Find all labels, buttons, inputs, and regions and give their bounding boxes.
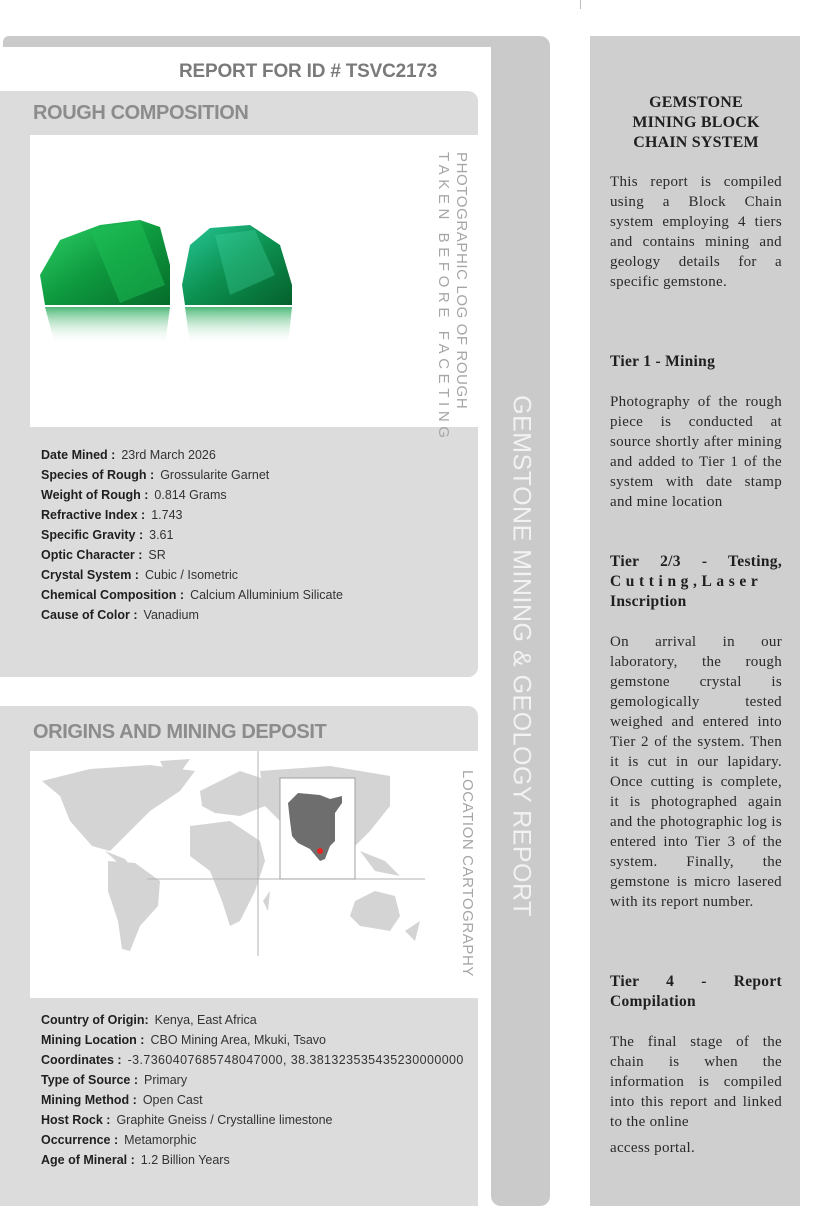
sidebar-title-line3: CHAIN SYSTEM <box>633 134 759 151</box>
rough-properties-list <box>41 445 343 625</box>
prop-specific-gravity <box>41 525 343 545</box>
sidebar-title-line2: MINING BLOCK <box>632 114 760 131</box>
vertical-title-wrap <box>491 36 550 1206</box>
rough-composition-panel <box>0 91 478 677</box>
gem-crystals-icon <box>30 135 478 427</box>
prop-chemical-composition <box>41 585 343 605</box>
prop-value: CBO Mining Area, Mkuki, Tsavo <box>150 1033 326 1047</box>
prop-age <box>41 1150 464 1170</box>
prop-label: Chemical Composition : <box>41 588 185 602</box>
prop-label: Host Rock : <box>41 1113 111 1127</box>
prop-value: Metamorphic <box>124 1133 197 1147</box>
prop-value: 1.2 Billion Years <box>140 1153 230 1167</box>
sidebar-intro: This report is compiled using a Block Chain system employing 4 tiers and contains mining and geology details for a specific gemstone. <box>610 174 782 290</box>
blockchain-sidebar <box>590 36 800 1206</box>
prop-value: Cubic / Isometric <box>144 568 239 582</box>
prop-occurrence <box>41 1130 464 1150</box>
prop-value: 3.61 <box>149 528 174 542</box>
prop-label: Crystal System : <box>41 568 139 582</box>
prop-cause-of-color <box>41 605 343 625</box>
prop-label: Age of Mineral : <box>41 1153 135 1167</box>
prop-country <box>41 1010 464 1030</box>
prop-label: Weight of Rough : <box>41 488 149 502</box>
tier4-text-last: access portal. <box>610 1140 695 1156</box>
tier4-text-body: The final stage of the chain is when the information is compiled into this report and linked to the online <box>610 1034 782 1130</box>
prop-label: Mining Method : <box>41 1093 137 1107</box>
prop-date-mined <box>41 445 343 465</box>
prop-label: Optic Character : <box>41 548 143 562</box>
prop-value: Primary <box>144 1073 188 1087</box>
prop-value: Graphite Gneiss / Crystalline limestone <box>116 1113 333 1127</box>
photo-caption <box>434 152 470 443</box>
rough-photo <box>30 135 478 427</box>
prop-value: Calcium Alluminium Silicate <box>190 588 343 602</box>
prop-label: Type of Source : <box>41 1073 139 1087</box>
prop-label: Species of Rough : <box>41 468 155 482</box>
prop-coordinates <box>41 1050 464 1070</box>
prop-value: 23rd March 2026 <box>121 448 216 462</box>
prop-value: Open Cast <box>142 1093 203 1107</box>
prop-label: Cause of Color : <box>41 608 138 622</box>
tier1-text: Photography of the rough piece is conducted at source shortly after mining and added to Tier 1 of the system with date stamp and mine location <box>610 394 782 510</box>
prop-label: Mining Location : <box>41 1033 145 1047</box>
prop-label: Country of Origin: <box>41 1013 149 1027</box>
tier23-text: On arrival in our laboratory, the rough gemstone crystal is gemologically tested weighed and entered into Tier 2 of the system. Then it is cut in our lapidary. Once cutting is complete, it is photographed again and the photographic log is entered into Tier 3 of the system. Finally, the gemstone is micro lasered with its report number. <box>610 634 782 910</box>
origin-properties-list <box>41 1010 464 1170</box>
tier4-text <box>610 1032 782 1158</box>
prop-host-rock <box>41 1110 464 1130</box>
prop-mining-location <box>41 1030 464 1050</box>
prop-value: Kenya, East Africa <box>154 1013 257 1027</box>
tier23-heading-line1: Tier 2/3 - Testing, <box>610 553 782 570</box>
world-map <box>30 751 478 998</box>
top-divider-tick <box>580 0 581 9</box>
location-marker-icon <box>317 848 323 854</box>
prop-value: -3.7360407685748047000, 38.381323535435230000000 <box>127 1053 464 1067</box>
map-caption: LOCATION CARTOGRAPHY <box>459 770 476 978</box>
prop-weight <box>41 485 343 505</box>
prop-value: Grossularite Garnet <box>160 468 270 482</box>
photo-caption-line1: PHOTOGRAPHIC LOG OF ROUGH <box>453 152 470 410</box>
tier23-heading-line3: Inscription <box>610 593 687 610</box>
tier23-heading <box>610 552 782 612</box>
sidebar-title <box>610 93 782 153</box>
header-bar <box>3 36 549 47</box>
prop-refractive-index <box>41 505 343 525</box>
origins-panel <box>0 706 478 1206</box>
prop-value: 0.814 Grams <box>154 488 227 502</box>
report-id-heading: REPORT FOR ID # TSVC2173 <box>179 61 438 82</box>
prop-mining-method <box>41 1090 464 1110</box>
prop-label: Coordinates : <box>41 1053 122 1067</box>
tier23-heading-line2: Cutting,Laser <box>610 573 763 590</box>
prop-value: Vanadium <box>143 608 199 622</box>
prop-label: Occurrence : <box>41 1133 119 1147</box>
prop-label: Date Mined : <box>41 448 116 462</box>
prop-value: SR <box>148 548 166 562</box>
origins-title: ORIGINS AND MINING DEPOSIT <box>33 721 327 743</box>
prop-source-type <box>41 1070 464 1090</box>
prop-optic-character <box>41 545 343 565</box>
world-map-icon <box>30 751 478 998</box>
photo-caption-line2: TAKEN BEFORE FACETING <box>435 152 452 443</box>
prop-label: Specific Gravity : <box>41 528 144 542</box>
tier1-heading: Tier 1 - Mining <box>610 353 716 370</box>
rough-composition-title: ROUGH COMPOSITION <box>33 102 249 124</box>
prop-crystal-system <box>41 565 343 585</box>
tier4-heading: Tier 4 - Report Compilation <box>610 973 782 1010</box>
sidebar-title-line1: GEMSTONE <box>649 94 743 111</box>
prop-species <box>41 465 343 485</box>
vertical-report-title: GEMSTONE MINING & GEOLOGY REPORT <box>507 395 535 917</box>
prop-value: 1.743 <box>151 508 183 522</box>
prop-label: Refractive Index : <box>41 508 146 522</box>
